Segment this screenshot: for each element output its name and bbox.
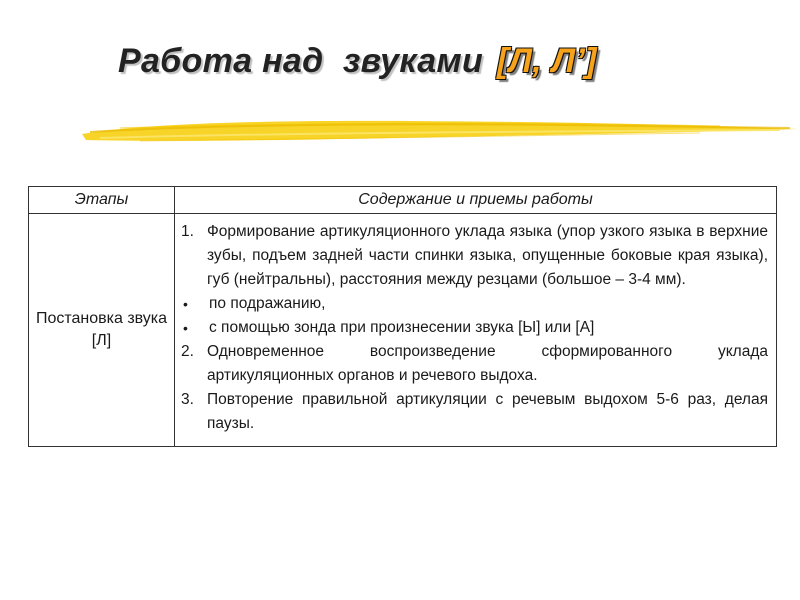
table-row xyxy=(29,214,777,447)
list-marker: 1. xyxy=(181,223,194,240)
list-item xyxy=(181,292,768,316)
list-item xyxy=(181,220,768,292)
stages-table xyxy=(28,186,777,447)
title-main-text: Работа над звуками xyxy=(118,41,484,80)
bullet-icon: • xyxy=(183,320,188,336)
table-header-row xyxy=(29,187,777,214)
list-marker: 3. xyxy=(181,391,194,408)
list-item-text: с помощью зонда при произнесении звука [Ы] или [А] xyxy=(209,319,595,336)
stage-cell: Постановка звука [Л] xyxy=(29,214,175,447)
title-sounds: [Л, Л’] xyxy=(497,41,597,80)
bullet-icon: • xyxy=(183,296,188,312)
header-stages: Этапы xyxy=(29,187,175,214)
list-item-text: Повторение правильной артикуляции с речевым выдохом 5-6 раз, делая паузы. xyxy=(207,391,768,432)
list-item xyxy=(181,388,768,436)
slide-title xyxy=(118,36,597,86)
header-content: Содержание и приемы работы xyxy=(175,187,777,214)
content-cell xyxy=(175,214,777,447)
yellow-brush-stroke xyxy=(80,110,800,150)
list-item-text: по подражанию, xyxy=(209,295,326,312)
brush-stroke-graphic xyxy=(80,110,800,150)
list-marker: 2. xyxy=(181,343,194,360)
list-item-text: Одновременное воспроизведение сформированного уклада артикуляционных органов и речевого выдоха. xyxy=(207,343,768,384)
list-item xyxy=(181,316,768,340)
list-item xyxy=(181,340,768,388)
list-item-text: Формирование артикуляционного уклада языка (упор узкого языка в верхние зубы, подъем задней части спинки языка, опущенные боковые края языка), губ (нейтральны), расстояния между резцами (большое – 3-4 мм). xyxy=(207,223,768,288)
